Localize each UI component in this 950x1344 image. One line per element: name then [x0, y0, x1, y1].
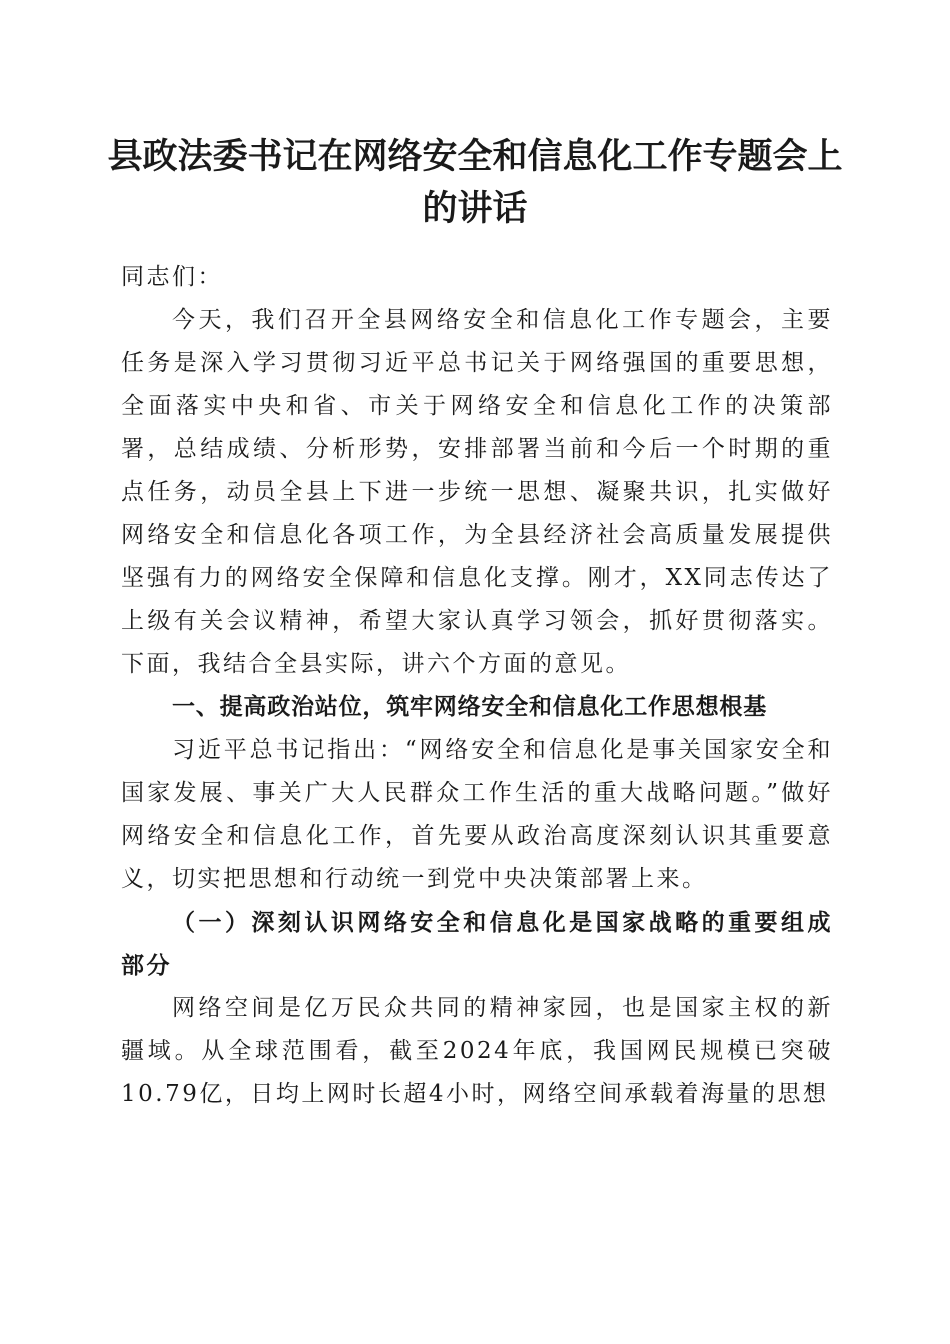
intro-paragraph: 今天，我们召开全县网络安全和信息化工作专题会，主要任务是深入学习贯彻习近平总书记关于网络强国的重要思想，全面落实中央和省、市关于网络安全和信息化工作的决策部署，总结成绩、分析形势，安排部署当前和今后一个时期的重点任务，动员全县上下进一步统一思想、凝聚共识，扎实做好网络安全和信息化各项工作，为全县经济社会高质量发展提供坚强有力的网络安全保障和信息化支撑。刚才，XX同志传达了上级有关会议精神，希望大家认真学习领会，抓好贯彻落实。下面，我结合全县实际，讲六个方面的意见。 — [121, 307, 833, 677]
section-1-paragraph: 习近平总书记指出：“网络安全和信息化是事关国家安全和国家发展、事关广大人民群众工作生活的重大战略问题。”做好网络安全和信息化工作，首先要从政治高度深刻认识其重要意义，切实把思想和行动统一到党中央决策部署上来。 — [121, 737, 833, 892]
document-body — [121, 256, 833, 1116]
subsection-1-paragraph: 网络空间是亿万民众共同的精神家园，也是国家主权的新疆域。从全球范围看，截至2024年底，我国网民规模已突破10.79亿，日均上网时长超4小时，网络空间承载着海量的思想 — [121, 995, 833, 1107]
section-heading-1: 一、提高政治站位，筑牢网络安全和信息化工作思想根基 — [172, 694, 767, 720]
document-title: 县政法委书记在网络安全和信息化工作专题会上的讲话 — [107, 136, 843, 229]
salutation: 同志们： — [121, 264, 223, 290]
subsection-heading-1: （一）深刻认识网络安全和信息化是国家战略的重要组成部分 — [121, 909, 833, 979]
